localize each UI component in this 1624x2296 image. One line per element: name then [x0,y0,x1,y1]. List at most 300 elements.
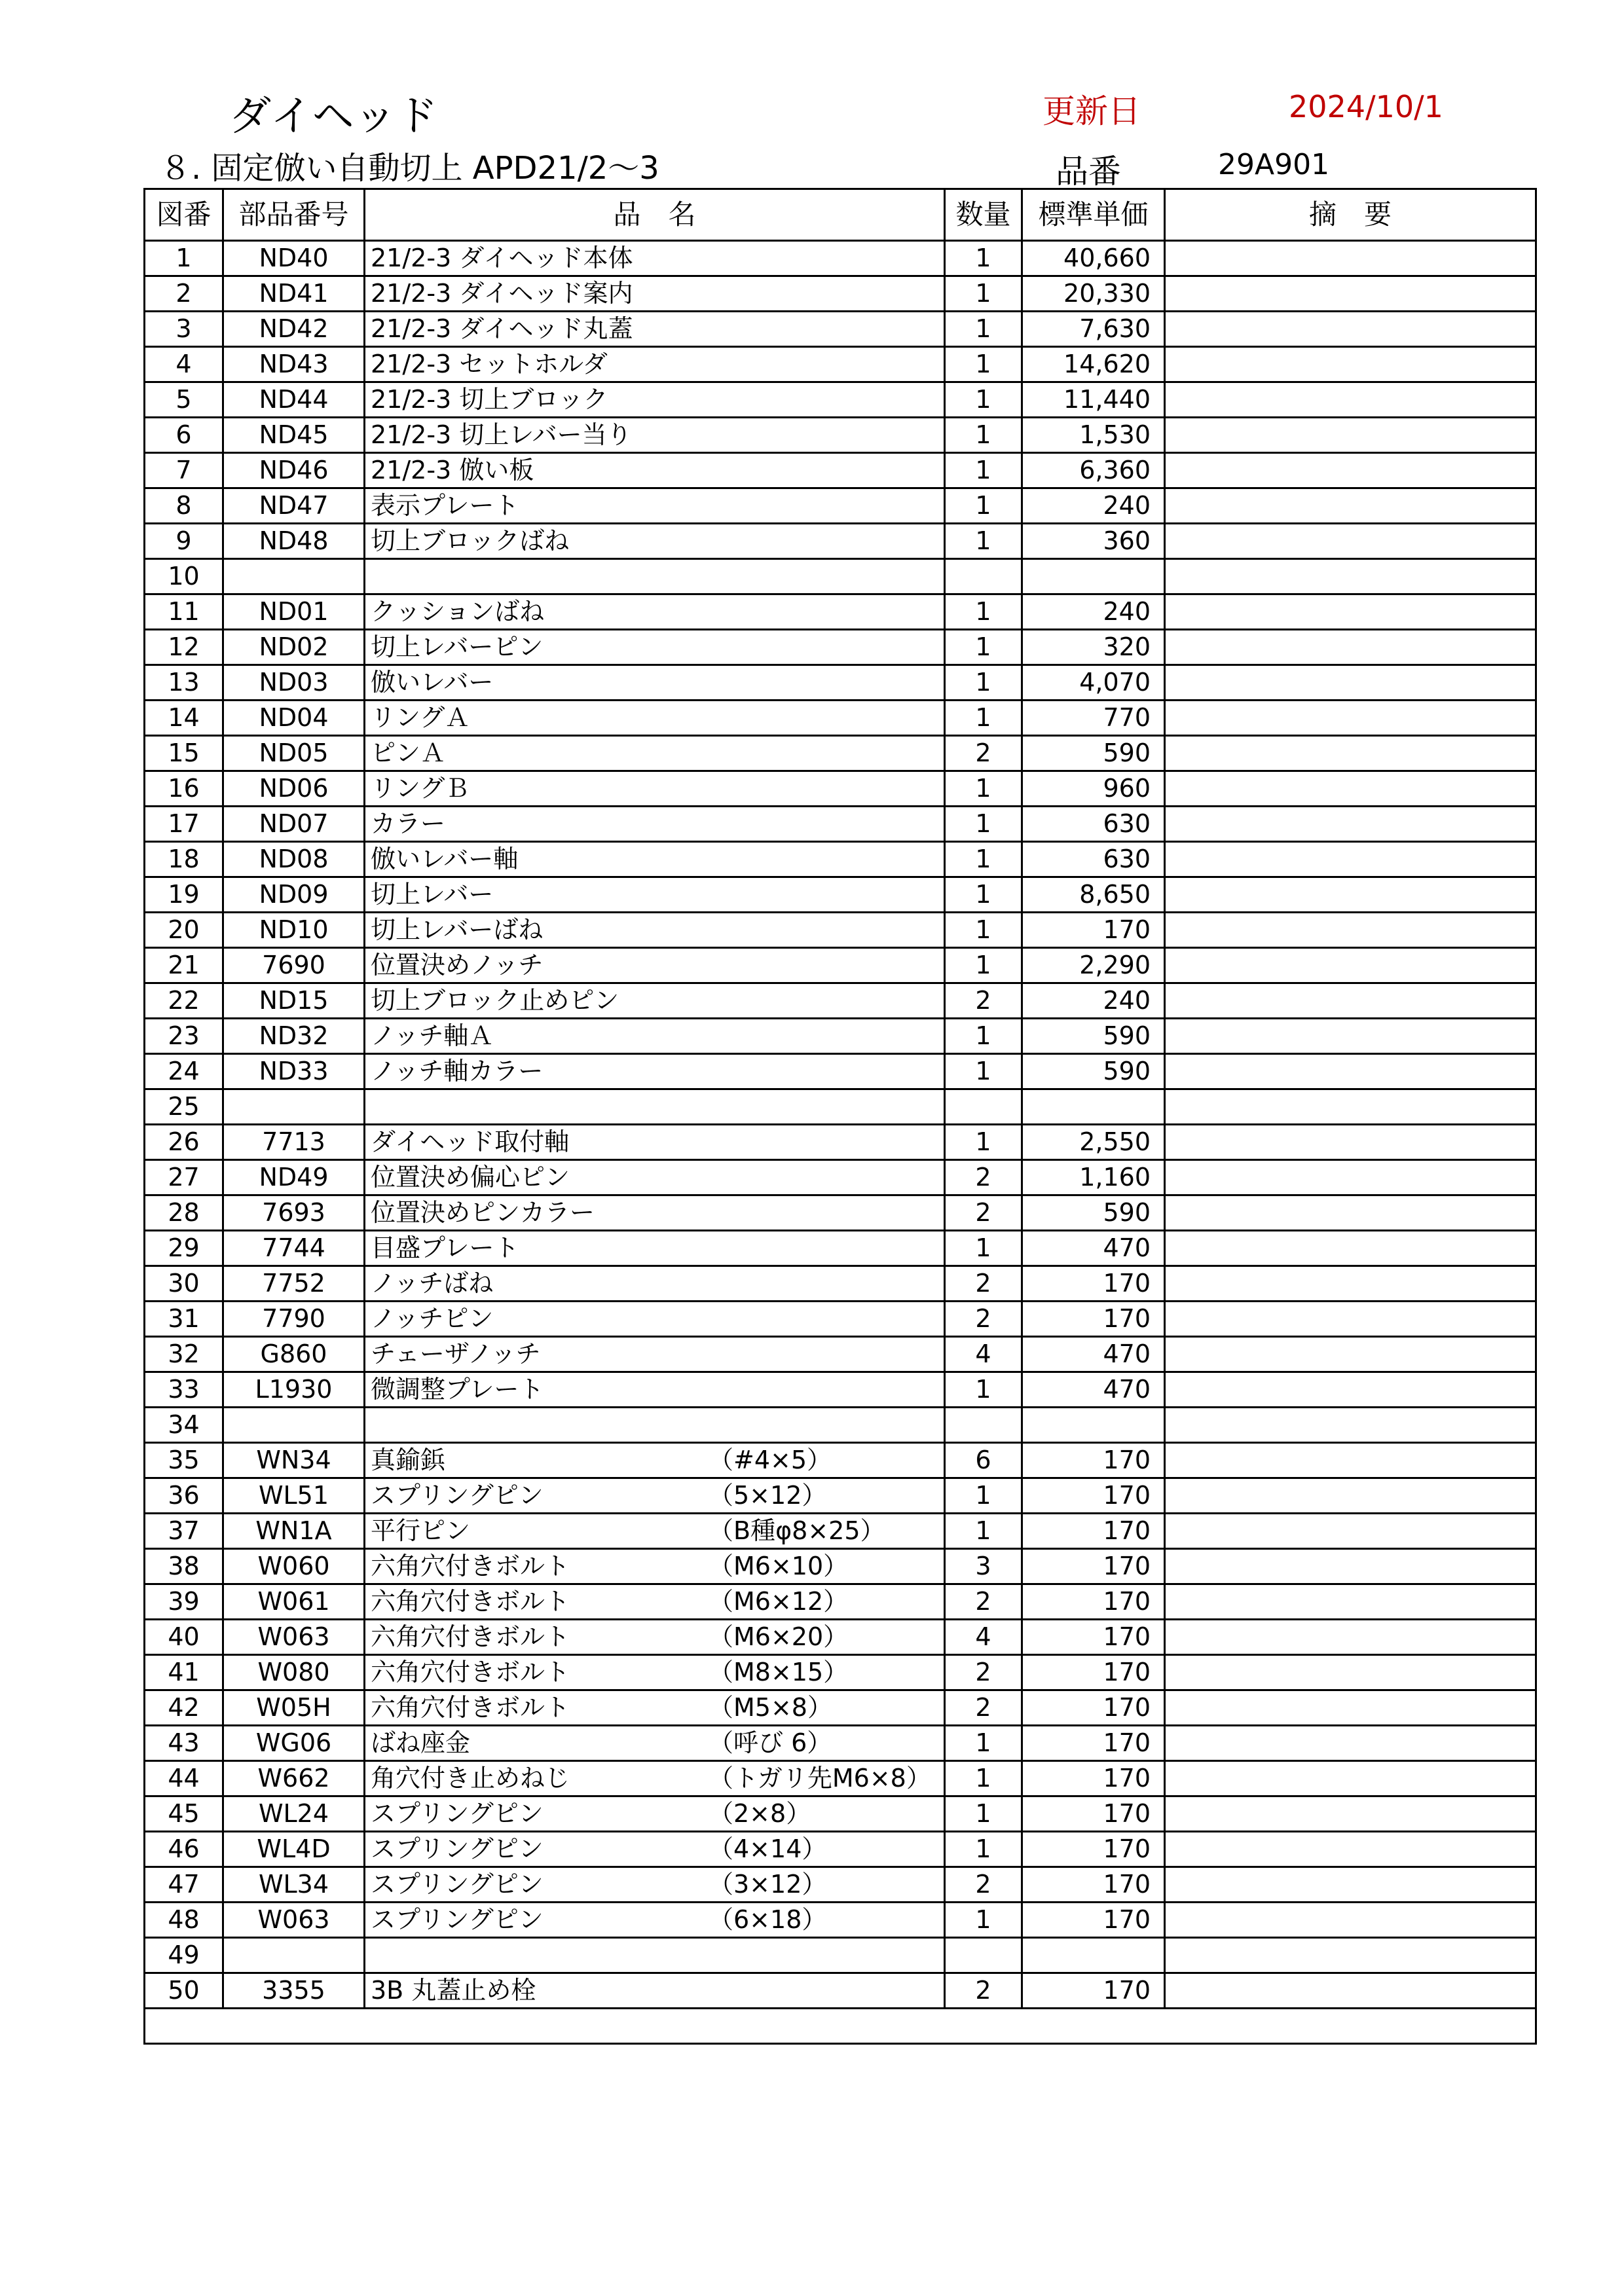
cell-unit-price: 590 [1022,1195,1165,1231]
cell-remarks [1165,488,1536,524]
cell-part-code: ND04 [223,701,365,736]
table-row [145,1655,1536,1690]
table-row [145,1408,1536,1443]
part-name-text: 六角穴付きボルト [371,1693,570,1722]
cell-remarks [1165,913,1536,948]
cell-figure-no: 12 [145,630,223,665]
cell-figure-no: 35 [145,1443,223,1478]
cell-remarks [1165,1938,1536,1973]
column-header-name: 品 名 [365,189,945,241]
part-spec-text: （3×12） [709,1870,827,1899]
cell-part-code: 3355 [223,1973,365,2009]
cell-part-code: WL34 [223,1867,365,1903]
cell-part-code: ND06 [223,771,365,807]
cell-remarks [1165,1620,1536,1655]
part-name-text: 微調整プレート [371,1375,544,1404]
cell-quantity: 1 [945,1761,1022,1796]
cell-unit-price: 4,070 [1022,665,1165,701]
cell-remarks [1165,1054,1536,1089]
cell-part-name [365,1903,945,1938]
cell-part-name [365,1302,945,1337]
cell-unit-price: 1,160 [1022,1160,1165,1195]
cell-figure-no: 25 [145,1089,223,1125]
cell-figure-no: 3 [145,312,223,347]
cell-figure-no: 7 [145,453,223,488]
cell-figure-no: 41 [145,1655,223,1690]
cell-unit-price: 170 [1022,1726,1165,1761]
cell-unit-price [1022,1938,1165,1973]
cell-figure-no: 21 [145,948,223,983]
cell-quantity: 2 [945,736,1022,771]
cell-quantity: 1 [945,630,1022,665]
cell-part-name [365,1125,945,1160]
cell-quantity: 1 [945,1478,1022,1514]
part-name-text: チェーザノッチ [371,1339,541,1368]
cell-part-name [365,418,945,453]
table-row [145,559,1536,594]
cell-quantity: 1 [945,701,1022,736]
table-row [145,1337,1536,1372]
part-name-text: カラー [371,809,446,838]
cell-unit-price: 770 [1022,701,1165,736]
cell-remarks [1165,1478,1536,1514]
cell-quantity: 6 [945,1443,1022,1478]
cell-unit-price: 630 [1022,807,1165,842]
cell-remarks [1165,877,1536,913]
cell-part-code: ND43 [223,347,365,382]
cell-part-name [365,1231,945,1266]
cell-figure-no: 31 [145,1302,223,1337]
part-name-text: 切上レバーばね [371,915,544,944]
cell-part-name [365,1973,945,2009]
cell-part-code: ND48 [223,524,365,559]
cell-part-code: ND03 [223,665,365,701]
table-row [145,382,1536,418]
cell-figure-no: 42 [145,1690,223,1726]
part-name-text: 倣いレバー [371,668,494,697]
cell-part-code: W061 [223,1584,365,1620]
cell-unit-price: 590 [1022,736,1165,771]
cell-quantity: 2 [945,1655,1022,1690]
table-row [145,771,1536,807]
cell-part-code: WL51 [223,1478,365,1514]
cell-quantity: 1 [945,488,1022,524]
cell-remarks [1165,1832,1536,1867]
cell-quantity: 1 [945,948,1022,983]
cell-figure-no: 49 [145,1938,223,1973]
cell-remarks [1165,842,1536,877]
cell-part-code: ND45 [223,418,365,453]
cell-unit-price: 170 [1022,1832,1165,1867]
cell-part-name [365,1089,945,1125]
cell-unit-price: 14,620 [1022,347,1165,382]
cell-remarks [1165,1726,1536,1761]
cell-figure-no: 38 [145,1549,223,1584]
part-name-text: 六角穴付きボルト [371,1658,570,1686]
cell-figure-no: 29 [145,1231,223,1266]
column-header-code: 部品番号 [223,189,365,241]
cell-quantity: 1 [945,665,1022,701]
cell-part-name [365,1266,945,1302]
cell-part-code: 7713 [223,1125,365,1160]
cell-quantity [945,1089,1022,1125]
cell-remarks [1165,594,1536,630]
cell-part-name [365,312,945,347]
cell-part-code: ND32 [223,1019,365,1054]
cell-part-code: 7752 [223,1266,365,1302]
cell-quantity: 1 [945,594,1022,630]
cell-part-code: ND02 [223,630,365,665]
cell-unit-price: 170 [1022,1690,1165,1726]
cell-quantity: 1 [945,1125,1022,1160]
cell-unit-price: 170 [1022,913,1165,948]
cell-part-name [365,347,945,382]
cell-quantity: 1 [945,1903,1022,1938]
cell-unit-price: 7,630 [1022,312,1165,347]
table-row [145,1973,1536,2009]
cell-part-name [365,1655,945,1690]
cell-figure-no: 10 [145,559,223,594]
cell-part-name [365,807,945,842]
cell-figure-no: 20 [145,913,223,948]
part-name-text: 位置決めピンカラー [371,1198,595,1227]
cell-quantity: 1 [945,418,1022,453]
cell-quantity: 1 [945,524,1022,559]
cell-part-name [365,1478,945,1514]
cell-figure-no: 50 [145,1973,223,2009]
cell-part-code: WL4D [223,1832,365,1867]
cell-part-code: ND46 [223,453,365,488]
cell-part-code: WN1A [223,1514,365,1549]
cell-remarks [1165,347,1536,382]
cell-part-name [365,1054,945,1089]
table-row [145,1726,1536,1761]
cell-part-code: ND47 [223,488,365,524]
cell-unit-price: 170 [1022,1514,1165,1549]
cell-figure-no: 24 [145,1054,223,1089]
cell-quantity: 1 [945,771,1022,807]
cell-part-name [365,948,945,983]
cell-unit-price: 170 [1022,1549,1165,1584]
cell-part-code: 7790 [223,1302,365,1337]
cell-remarks [1165,1514,1536,1549]
table-row [145,1796,1536,1832]
cell-remarks [1165,418,1536,453]
part-name-text: 六角穴付きボルト [371,1587,570,1616]
part-name-text: スプリングピン [371,1799,544,1828]
cell-quantity: 1 [945,1832,1022,1867]
table-row [145,1867,1536,1903]
cell-part-name [365,1796,945,1832]
cell-figure-no: 48 [145,1903,223,1938]
cell-remarks [1165,630,1536,665]
cell-part-name [365,1549,945,1584]
cell-remarks [1165,1125,1536,1160]
cell-quantity [945,559,1022,594]
updated-label: 更新日 [1043,92,1141,130]
table-row [145,453,1536,488]
parts-table-body [145,241,1536,2009]
cell-part-code [223,1408,365,1443]
cell-part-name [365,524,945,559]
table-row [145,1302,1536,1337]
cell-remarks [1165,276,1536,312]
cell-quantity: 2 [945,1690,1022,1726]
table-row [145,701,1536,736]
table-row [145,1372,1536,1408]
cell-part-code: 7744 [223,1231,365,1266]
cell-figure-no: 15 [145,736,223,771]
part-name-text: 切上ブロックばね [371,526,570,555]
part-spec-text: （M8×15） [709,1658,849,1686]
part-name-text: 角穴付き止めねじ [371,1764,570,1793]
part-name-text: スプリングピン [371,1870,544,1899]
cell-remarks [1165,312,1536,347]
cell-quantity: 2 [945,1973,1022,2009]
part-name-text: リングＡ [371,703,470,732]
cell-quantity [945,1408,1022,1443]
table-row [145,1125,1536,1160]
cell-part-code: WL24 [223,1796,365,1832]
cell-unit-price: 20,330 [1022,276,1165,312]
cell-part-code: ND40 [223,241,365,276]
part-name-text: 表示プレート [371,491,519,520]
cell-quantity: 4 [945,1620,1022,1655]
cell-part-name [365,1019,945,1054]
cell-unit-price: 360 [1022,524,1165,559]
table-row [145,524,1536,559]
cell-remarks [1165,1231,1536,1266]
cell-unit-price: 470 [1022,1337,1165,1372]
cell-part-code: W662 [223,1761,365,1796]
table-row [145,1903,1536,1938]
cell-part-name [365,1195,945,1231]
cell-quantity: 1 [945,877,1022,913]
table-row [145,1690,1536,1726]
cell-quantity: 2 [945,1584,1022,1620]
cell-part-name [365,1443,945,1478]
cell-part-name [365,1408,945,1443]
cell-part-name [365,736,945,771]
cell-remarks [1165,1584,1536,1620]
table-row [145,1761,1536,1796]
cell-part-name [365,1867,945,1903]
cell-figure-no: 46 [145,1832,223,1867]
cell-part-name [365,771,945,807]
table-row [145,276,1536,312]
cell-unit-price: 170 [1022,1266,1165,1302]
part-name-text: クッションばね [371,597,545,626]
cell-unit-price: 170 [1022,1655,1165,1690]
cell-quantity: 1 [945,241,1022,276]
cell-remarks [1165,559,1536,594]
cell-part-code: 7690 [223,948,365,983]
cell-part-code [223,1938,365,1973]
cell-figure-no: 14 [145,701,223,736]
cell-unit-price: 590 [1022,1054,1165,1089]
table-row [145,1160,1536,1195]
cell-unit-price: 170 [1022,1973,1165,2009]
cell-unit-price [1022,1408,1165,1443]
part-name-text: ノッチ軸カラー [371,1057,544,1085]
cell-part-code: W060 [223,1549,365,1584]
cell-remarks [1165,1761,1536,1796]
cell-part-name [365,665,945,701]
cell-figure-no: 5 [145,382,223,418]
table-row [145,1584,1536,1620]
table-row [145,1266,1536,1302]
cell-remarks [1165,453,1536,488]
cell-remarks [1165,1408,1536,1443]
cell-part-code: W080 [223,1655,365,1690]
part-spec-text: （2×8） [709,1799,811,1828]
cell-remarks [1165,524,1536,559]
cell-figure-no: 23 [145,1019,223,1054]
cell-figure-no: 33 [145,1372,223,1408]
cell-unit-price: 320 [1022,630,1165,665]
part-spec-text: （呼び 6） [709,1728,832,1757]
cell-quantity: 1 [945,347,1022,382]
cell-quantity: 1 [945,1231,1022,1266]
column-header-qty: 数量 [945,189,1022,241]
cell-unit-price: 630 [1022,842,1165,877]
cell-remarks [1165,1796,1536,1832]
cell-quantity: 1 [945,842,1022,877]
cell-part-code: ND41 [223,276,365,312]
table-row [145,594,1536,630]
part-name-text: 倣いレバー軸 [371,845,519,873]
cell-part-name [365,1620,945,1655]
cell-part-name [365,241,945,276]
cell-part-code: ND33 [223,1054,365,1089]
column-header-remarks: 摘 要 [1165,189,1536,241]
cell-quantity: 1 [945,453,1022,488]
cell-figure-no: 28 [145,1195,223,1231]
cell-remarks [1165,241,1536,276]
cell-unit-price [1022,1089,1165,1125]
part-name-text: 21/2-3 ダイヘッド案内 [371,279,633,308]
cell-part-code: W05H [223,1690,365,1726]
cell-remarks [1165,1019,1536,1054]
part-name-text: 21/2-3 切上ブロック [371,385,608,414]
table-row [145,488,1536,524]
cell-figure-no: 17 [145,807,223,842]
cell-unit-price: 170 [1022,1302,1165,1337]
part-name-text: 21/2-3 切上レバー当り [371,420,632,449]
cell-remarks [1165,1195,1536,1231]
part-spec-text: （5×12） [709,1481,827,1510]
table-row [145,1443,1536,1478]
cell-quantity [945,1938,1022,1973]
cell-unit-price: 170 [1022,1796,1165,1832]
table-row [145,877,1536,913]
cell-figure-no: 18 [145,842,223,877]
cell-quantity: 1 [945,1372,1022,1408]
cell-part-name [365,913,945,948]
part-spec-text: （M6×10） [709,1552,849,1580]
table-row [145,1549,1536,1584]
document-title: ダイヘッド [229,92,438,141]
cell-unit-price [1022,559,1165,594]
cell-figure-no: 36 [145,1478,223,1514]
part-name-text: 3B 丸蓋止め栓 [371,1976,536,2005]
cell-unit-price: 470 [1022,1231,1165,1266]
cell-figure-no: 32 [145,1337,223,1372]
parts-table [143,188,1537,2045]
cell-remarks [1165,736,1536,771]
table-row [145,983,1536,1019]
cell-part-code: 7693 [223,1195,365,1231]
cell-unit-price: 2,290 [1022,948,1165,983]
part-name-text: 切上レバーピン [371,632,544,661]
cell-remarks [1165,1903,1536,1938]
part-name-text: 六角穴付きボルト [371,1622,570,1651]
table-row [145,913,1536,948]
cell-unit-price: 6,360 [1022,453,1165,488]
cell-remarks [1165,1089,1536,1125]
part-spec-text: （M6×20） [709,1622,849,1651]
cell-remarks [1165,1690,1536,1726]
cell-figure-no: 44 [145,1761,223,1796]
cell-remarks [1165,701,1536,736]
cell-part-code: ND42 [223,312,365,347]
cell-part-code: ND09 [223,877,365,913]
cell-remarks [1165,1372,1536,1408]
cell-unit-price: 1,530 [1022,418,1165,453]
cell-part-code: ND01 [223,594,365,630]
table-row [145,1620,1536,1655]
part-name-text: 六角穴付きボルト [371,1552,570,1580]
cell-part-name [365,877,945,913]
cell-quantity: 1 [945,1019,1022,1054]
cell-part-name [365,1337,945,1372]
cell-figure-no: 13 [145,665,223,701]
table-footer-row [145,2009,1536,2044]
cell-quantity: 2 [945,1266,1022,1302]
cell-unit-price: 8,650 [1022,877,1165,913]
table-row [145,312,1536,347]
part-name-text: 真鍮鋲 [371,1446,446,1474]
part-name-text: ダイヘッド取付軸 [371,1127,570,1156]
cell-figure-no: 47 [145,1867,223,1903]
cell-quantity: 1 [945,276,1022,312]
cell-unit-price: 170 [1022,1584,1165,1620]
cell-unit-price: 11,440 [1022,382,1165,418]
updated-date: 2024/10/1 [1289,89,1443,124]
part-number-label: 品番 [1056,153,1121,191]
cell-remarks [1165,1549,1536,1584]
cell-part-name [365,842,945,877]
part-name-text: リングＢ [371,774,470,803]
cell-remarks [1165,1266,1536,1302]
part-name-text: スプリングピン [371,1834,544,1863]
part-spec-text: （#4×5） [709,1446,832,1474]
cell-quantity: 2 [945,1195,1022,1231]
table-row [145,1019,1536,1054]
cell-remarks [1165,1443,1536,1478]
cell-figure-no: 30 [145,1266,223,1302]
cell-figure-no: 27 [145,1160,223,1195]
cell-figure-no: 37 [145,1514,223,1549]
part-spec-text: （トガリ先M6×8） [709,1764,931,1793]
cell-figure-no: 45 [145,1796,223,1832]
cell-part-name [365,488,945,524]
cell-part-name [365,1372,945,1408]
cell-quantity: 1 [945,1514,1022,1549]
table-row [145,842,1536,877]
cell-part-code: WG06 [223,1726,365,1761]
part-name-text: ノッチ軸Ａ [371,1021,494,1050]
